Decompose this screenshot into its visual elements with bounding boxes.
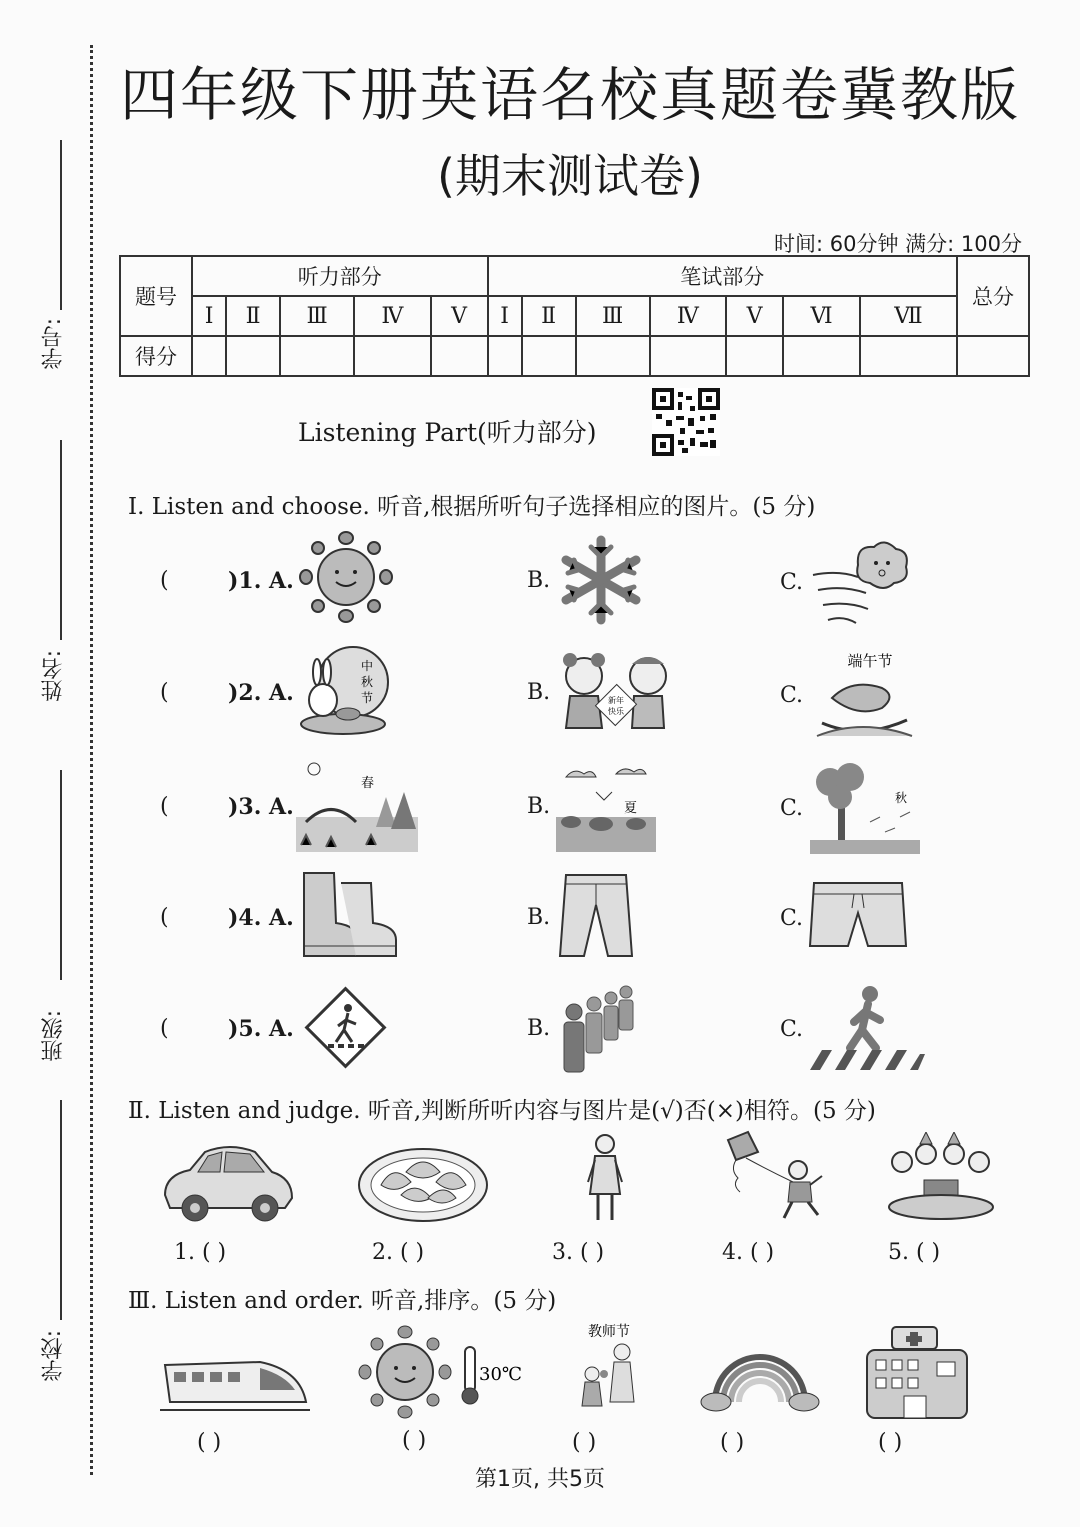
dragon-boat-caption: 端午节 — [847, 652, 893, 670]
summer-char: 夏 — [624, 801, 638, 816]
score-cell[interactable] — [576, 336, 650, 376]
col-header: Ⅳ — [354, 296, 430, 336]
student-id-line — [60, 140, 62, 310]
score-cell[interactable] — [783, 336, 860, 376]
teachers-day-icon — [572, 1322, 647, 1422]
score-cell[interactable] — [650, 336, 726, 376]
col-header: Ⅵ — [783, 296, 860, 336]
dumplings-icon — [356, 1140, 491, 1225]
crossing-sign-icon — [298, 980, 393, 1075]
mid-autumn-char-1: 中 — [360, 659, 374, 673]
order-blank[interactable]: ( ) — [878, 1430, 903, 1455]
score-cell[interactable] — [726, 336, 783, 376]
order-blank[interactable]: ( ) — [572, 1430, 597, 1455]
total-score-cell[interactable] — [957, 336, 1029, 376]
col-header: Ⅱ — [226, 296, 280, 336]
writing-group-header: 笔试部分 — [488, 256, 957, 296]
col-header: Ⅲ — [280, 296, 354, 336]
section-2-heading: Ⅱ. Listen and judge. 听音,判断所听内容与图片是(√)否(×)相符。(5 分) — [128, 1098, 876, 1124]
option-b-label: B. — [527, 794, 551, 819]
order-blank[interactable]: ( ) — [720, 1430, 745, 1455]
train-icon — [160, 1340, 310, 1420]
score-cell[interactable] — [354, 336, 430, 376]
option-b-label: B. — [527, 680, 551, 705]
score-cell[interactable] — [280, 336, 354, 376]
score-cell[interactable] — [522, 336, 576, 376]
col-header: Ⅰ — [192, 296, 226, 336]
score-cell[interactable] — [192, 336, 226, 376]
dragon-boat-icon — [812, 648, 917, 743]
listening-part-heading: Listening Part(听力部分) — [298, 418, 597, 447]
option-c-label: C. — [780, 796, 804, 821]
binding-dotted-line — [90, 45, 93, 1475]
score-cell[interactable] — [431, 336, 488, 376]
option-c-label: C. — [780, 683, 804, 708]
option-c-label: C. — [780, 906, 804, 931]
section-1-heading: Ⅰ. Listen and choose. 听音,根据所听句子选择相应的图片。(5 分) — [128, 494, 816, 520]
question-number: )3. A. — [228, 794, 294, 820]
name-label: 姓名: — [41, 650, 66, 702]
qr-code-icon[interactable] — [652, 388, 720, 456]
order-blank[interactable]: ( ) — [402, 1428, 427, 1453]
answer-blank[interactable]: ( — [160, 794, 169, 819]
boots-icon — [296, 868, 401, 960]
crosswalk-icon — [810, 982, 925, 1074]
hot-sun-icon — [355, 1322, 525, 1422]
school-label: 学校: — [41, 1330, 66, 1382]
judge-item[interactable]: 4. ( ) — [722, 1240, 775, 1265]
col-header: Ⅰ — [488, 296, 522, 336]
judge-item[interactable]: 2. ( ) — [372, 1240, 425, 1265]
answer-blank[interactable]: ( — [160, 905, 169, 930]
mid-autumn-icon — [293, 642, 393, 737]
autumn-scene-icon — [810, 762, 920, 854]
car-icon — [160, 1140, 295, 1225]
class-line — [60, 770, 62, 980]
answer-blank[interactable]: ( — [160, 1016, 169, 1041]
time-info: 时间: 60分钟 满分: 100分 — [774, 232, 1022, 256]
hospital-icon — [862, 1322, 972, 1422]
spring-scene-icon — [296, 757, 418, 852]
order-blank[interactable]: ( ) — [197, 1430, 222, 1455]
name-line — [60, 440, 62, 640]
option-c-label: C. — [780, 1017, 804, 1042]
sun-icon — [296, 530, 396, 625]
new-year-text-1: 新年 — [608, 696, 624, 705]
spring-char: 春 — [361, 776, 375, 791]
listening-group-header: 听力部分 — [192, 256, 488, 296]
score-table — [119, 255, 1030, 377]
judge-item[interactable]: 5. ( ) — [888, 1240, 941, 1265]
judge-item[interactable]: 1. ( ) — [174, 1240, 227, 1265]
autumn-char: 秋 — [895, 791, 908, 805]
question-number: )4. A. — [228, 905, 294, 931]
answer-blank[interactable]: ( — [160, 680, 169, 705]
mid-autumn-char-3: 节 — [360, 691, 374, 705]
trousers-icon — [556, 870, 636, 962]
score-cell[interactable] — [488, 336, 522, 376]
col-header: Ⅴ — [431, 296, 488, 336]
col-header: Ⅶ — [860, 296, 957, 336]
row-label-score: 得分 — [120, 336, 192, 376]
new-year-text-2: 快乐 — [608, 707, 624, 716]
page-footer: 第1页, 共5页 — [475, 1467, 605, 1492]
teachers-day-caption: 教师节 — [588, 1324, 630, 1340]
new-year-kids-icon — [556, 648, 676, 743]
score-cell[interactable] — [226, 336, 280, 376]
girl-icon — [580, 1132, 630, 1227]
judge-item[interactable]: 3. ( ) — [552, 1240, 605, 1265]
kite-boy-icon — [718, 1130, 833, 1225]
option-c-label: C. — [780, 570, 804, 595]
temperature-label: 30℃ — [479, 1364, 523, 1385]
question-number: )1. A. — [228, 568, 294, 594]
score-cell[interactable] — [860, 336, 957, 376]
section-3-heading: Ⅲ. Listen and order. 听音,排序。(5 分) — [128, 1288, 557, 1314]
wind-cloud-icon — [808, 535, 913, 630]
mid-autumn-char-2: 秋 — [360, 675, 374, 689]
shorts-icon — [808, 878, 908, 953]
col-header: Ⅳ — [650, 296, 726, 336]
queue-icon — [556, 982, 641, 1074]
student-id-label: 学号: — [41, 318, 66, 370]
school-line — [60, 1100, 62, 1320]
snowflake-icon — [556, 535, 646, 625]
option-b-label: B. — [527, 905, 551, 930]
option-b-label: B. — [527, 568, 551, 593]
answer-blank[interactable]: ( — [160, 568, 169, 593]
row-label-number: 题号 — [120, 256, 192, 336]
class-label: 班级: — [41, 1010, 66, 1062]
total-header: 总分 — [957, 256, 1029, 336]
page-title: 四年级下册英语名校真题卷冀教版 — [120, 61, 1021, 129]
option-b-label: B. — [527, 1016, 551, 1041]
col-header: Ⅲ — [576, 296, 650, 336]
birthday-party-icon — [884, 1132, 999, 1227]
rainbow-icon — [700, 1340, 820, 1415]
summer-scene-icon — [556, 762, 656, 852]
col-header: Ⅴ — [726, 296, 783, 336]
col-header: Ⅱ — [522, 296, 576, 336]
question-number: )2. A. — [228, 680, 294, 706]
question-number: )5. A. — [228, 1016, 294, 1042]
page-subtitle: (期末测试卷) — [437, 149, 703, 203]
